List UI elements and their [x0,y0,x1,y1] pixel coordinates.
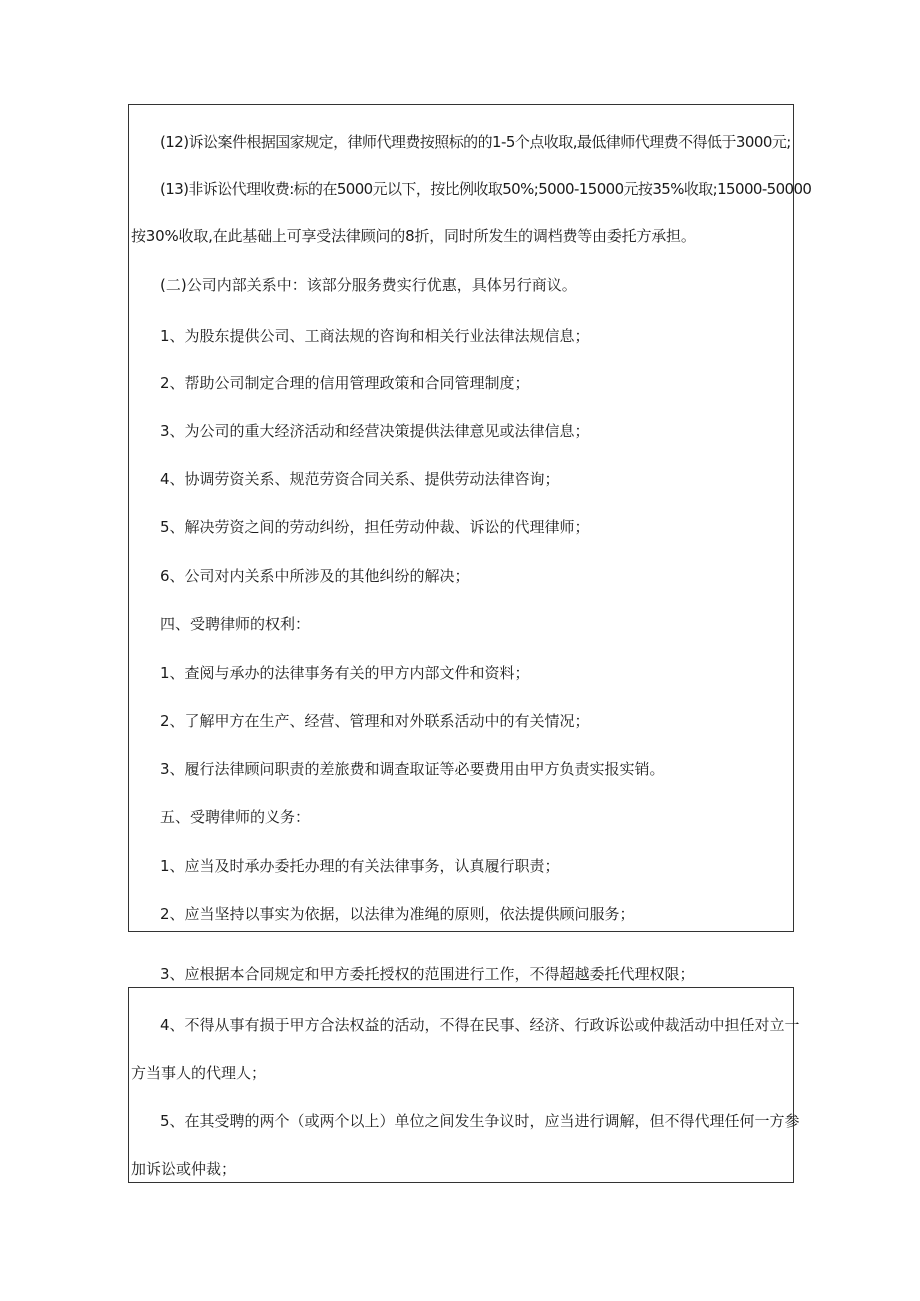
list-item: 2、应当坚持以事实为依据，以法律为准绳的原则，依法提供顾问服务； [160,905,635,923]
list-item: 5、解决劳资之间的劳动纠纷，担任劳动仲裁、诉讼的代理律师； [160,518,590,536]
list-item: 3、为公司的重大经济活动和经营决策提供法律意见或法律信息； [160,422,590,440]
list-item-between-frames: 3、应根据本合同规定和甲方委托授权的范围进行工作，不得超越委托代理权限； [160,965,695,983]
list-item: 6、公司对内关系中所涉及的其他纠纷的解决； [160,567,470,585]
clause-13-continued: 按30%收取,在此基础上可享受法律顾问的8折，同时所发生的调档费等由委托方承担。 [131,227,696,245]
list-item: 1、为股东提供公司、工商法规的咨询和相关行业法律法规信息； [160,327,590,345]
section-internal-relations: (二)公司内部关系中：该部分服务费实行优惠，具体另行商议。 [160,276,577,294]
document-frame-upper [128,104,812,932]
list-item: 2、帮助公司制定合理的信用管理政策和合同管理制度； [160,374,530,392]
list-item-continued: 方当事人的代理人； [131,1064,267,1082]
list-item: 2、了解甲方在生产、经营、管理和对外联系活动中的有关情况； [160,712,590,730]
list-item: 5、在其受聘的两个（或两个以上）单位之间发生争议时，应当进行调解，但不得代理任何一方参 [160,1112,800,1130]
list-item: 4、协调劳资关系、规范劳资合同关系、提供劳动法律咨询； [160,470,560,488]
section-heading-obligations: 五、受聘律师的义务： [160,808,311,826]
section-heading-rights: 四、受聘律师的权利： [160,615,311,633]
list-item-continued: 加诉讼或仲裁； [131,1160,237,1178]
clause-12: (12)诉讼案件根据国家规定，律师代理费按照标的的1-5个点收取,最低律师代理费不得低于3000元; [160,133,791,151]
list-item: 1、应当及时承办委托办理的有关法律事务，认真履行职责； [160,857,560,875]
list-item: 1、查阅与承办的法律事务有关的甲方内部文件和资料； [160,664,530,682]
list-item: 4、不得从事有损于甲方合法权益的活动，不得在民事、经济、行政诉讼或仲裁活动中担任对立一 [160,1016,800,1034]
list-item: 3、履行法律顾问职责的差旅费和调查取证等必要费用由甲方负责实报实销。 [160,760,665,778]
document-frame-lower [128,987,800,1183]
clause-13: (13)非诉讼代理收费:标的在5000元以下，按比例收取50%;5000-15000元按35%收取;15000-50000 [160,180,812,198]
